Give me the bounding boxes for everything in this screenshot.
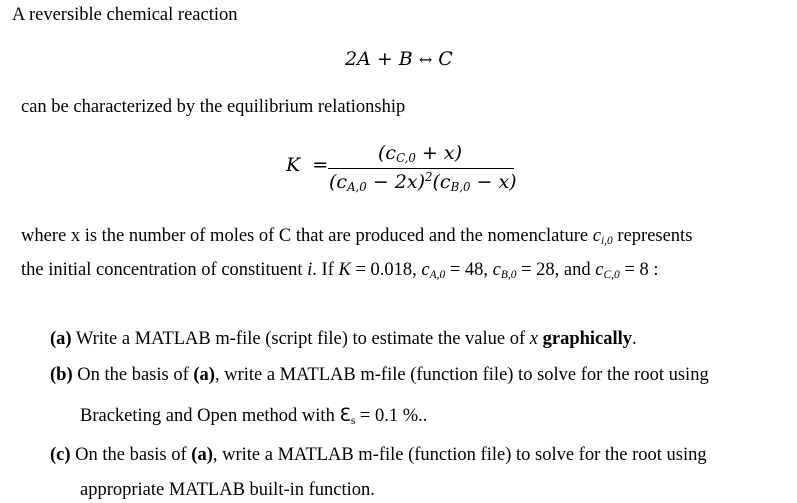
part-a-text: Write a MATLAB m-file (script file) to estimate the value of <box>71 329 530 349</box>
epsilon-sub: s <box>350 414 356 427</box>
den-part4: − x) <box>470 171 517 193</box>
desc1-c: c <box>592 226 601 246</box>
part-a-end: . <box>632 329 637 349</box>
part-b-line2-text: Bracketing and Open method with <box>80 406 340 426</box>
equilibrium-text: can be characterized by the equilibrium relationship <box>21 97 406 117</box>
part-b-line2-end: = 0.1 %.. <box>355 406 428 426</box>
desc2-c: = 0.018, <box>350 260 422 280</box>
den-part3: (c <box>432 171 451 193</box>
part-b-line2 <box>80 405 427 427</box>
cc: c <box>595 260 604 280</box>
desc2-i: i <box>307 260 313 280</box>
desc2-k: K <box>338 260 351 280</box>
part-c-text1: On the basis of <box>70 445 192 465</box>
ca-sub: A,0 <box>429 268 446 281</box>
ca-val: = 48, <box>445 260 493 280</box>
part-b-ref: (a) <box>193 365 215 385</box>
description-line2 <box>21 259 658 281</box>
den-sub2: B,0 <box>450 179 471 194</box>
cc-val: = 8 : <box>619 260 659 280</box>
den-part2: − 2x) <box>366 171 426 193</box>
reaction-arrow: ↔ <box>418 50 433 69</box>
part-b <box>50 364 709 386</box>
cb: c <box>492 260 501 280</box>
part-a <box>50 328 637 350</box>
description-line1 <box>21 225 692 247</box>
den-sub1: A,0 <box>347 179 367 194</box>
num-sub: C,0 <box>396 150 416 165</box>
desc2-b: . If <box>312 260 339 280</box>
desc1-sub: i,0 <box>600 234 613 247</box>
part-c-line2: appropriate MATLAB built-in function. <box>80 480 375 500</box>
desc1-a: where x is the number of moles of C that are produced and the nomenclature <box>21 226 593 246</box>
reaction-left: 2A + B <box>345 48 413 70</box>
part-c <box>50 444 707 466</box>
equation-k: K <box>286 154 301 176</box>
cb-val: = 28, and <box>516 260 596 280</box>
part-c-ref: (a) <box>191 445 213 465</box>
fraction-bar <box>328 168 514 169</box>
part-b-text1: On the basis of <box>72 365 194 385</box>
part-a-bold: graphically <box>538 329 633 349</box>
part-c-label: (c) <box>50 445 71 465</box>
intro-text: A reversible chemical reaction <box>12 5 238 25</box>
cb-sub: B,0 <box>500 268 517 281</box>
desc2-a: the initial concentration of constituent <box>21 260 308 280</box>
part-a-label: (a) <box>50 329 72 349</box>
epsilon-symbol: ℇ <box>339 406 351 426</box>
equation-numerator <box>378 142 462 164</box>
den-part1: (c <box>329 171 348 193</box>
ca: c <box>421 260 430 280</box>
reaction-equation <box>345 48 453 70</box>
part-a-x: x <box>529 329 538 349</box>
cc-sub: C,0 <box>603 268 620 281</box>
equation-lhs <box>286 154 328 176</box>
part-b-text2: , write a MATLAB m-file (function file) to solve for the root using <box>214 365 709 385</box>
num-part: (c <box>378 142 397 164</box>
desc1-b: represents <box>612 226 693 246</box>
den-power: 2 <box>425 169 433 184</box>
reaction-right: C <box>438 48 453 70</box>
part-b-label: (b) <box>50 365 73 385</box>
part-c-text2: , write a MATLAB m-file (function file) to solve for the root using <box>212 445 707 465</box>
equation-denominator <box>329 171 517 193</box>
num-rest: + x) <box>415 142 463 164</box>
equation-equals: = <box>312 154 329 176</box>
